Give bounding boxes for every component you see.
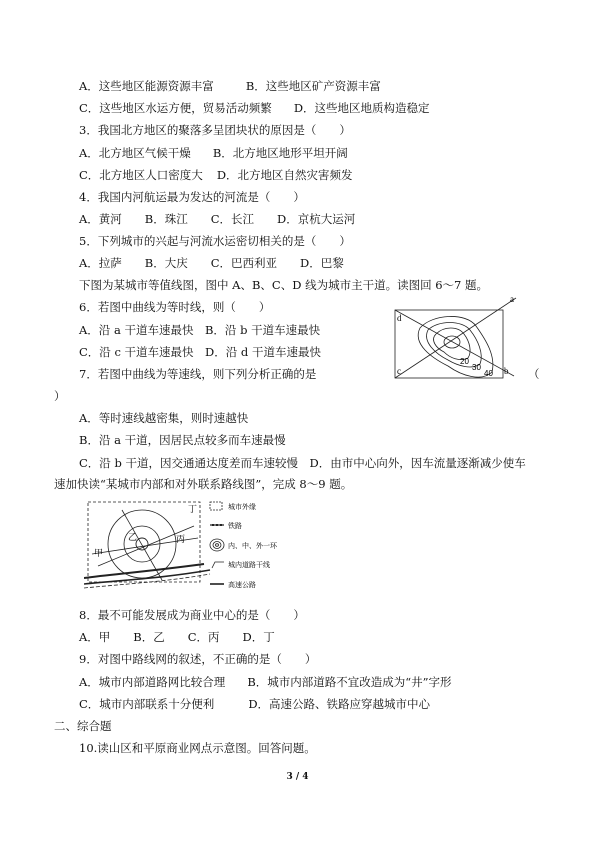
label-b: b <box>504 366 509 376</box>
label-c: c <box>397 366 401 376</box>
option-d: D．北方地区自然灾害频发 <box>216 168 353 182</box>
q3-stem: 3．我国北方地区的聚落多呈团块状的原因是（ ） <box>79 123 351 137</box>
q4-options: A．黄河 B．珠江 C．长江 D．京杭大运河 <box>79 212 356 226</box>
q7-option-a: A．等时速线越密集，则时速越快 <box>79 411 249 425</box>
place-yi: 乙 <box>128 533 138 543</box>
place-jia: 甲 <box>94 549 104 559</box>
q8-stem: 8．最不可能发展成为商业中心的是（ ） <box>79 608 305 622</box>
q5-stem: 5．下列城市的兴起与河流水运密切相关的是（ ） <box>79 234 351 248</box>
place-bing: 丙 <box>176 535 186 545</box>
option-c: C．这些地区水运方便，贸易活动频繁 <box>79 101 272 115</box>
option-d: D．高速公路、铁路应穿越城市中心 <box>248 697 431 711</box>
option-d: D．这些地区地质构造稳定 <box>293 101 430 115</box>
value-40: 40 <box>484 369 493 378</box>
legend-trunk-road: 城内道路干线 <box>228 561 270 569</box>
value-30: 30 <box>472 363 481 372</box>
q7-option-cd: C．沿 b 干道，因交通通达度差而车速较慢 D．由市中心向外，因车流量逐渐减少使车 <box>79 456 526 470</box>
section-heading-comprehensive: 二、综合题 <box>54 719 112 733</box>
option-b: B．北方地区地形平坦开阔 <box>212 146 348 160</box>
option-b: B．这些地区矿产资源丰富 <box>245 79 381 93</box>
q9-options-ab <box>79 675 452 689</box>
q7-paren-close: ） <box>54 389 66 403</box>
q7-option-b: B．沿 a 干道，因居民点较多而车速最慢 <box>79 433 286 447</box>
isoline-map-figure <box>392 296 520 382</box>
q10-stem: 10.读山区和平原商业网点示意图。回答问题。 <box>79 741 316 755</box>
q6-options-cd: C．沿 c 干道车速最快 D．沿 d 干道车速最快 <box>79 345 321 359</box>
legend-rings: 内、中、外一环 <box>228 542 277 550</box>
q3-options-cd <box>79 168 353 182</box>
option-c: C．北方地区人口密度大 <box>79 168 203 182</box>
legend-city-edge: 城市外缘 <box>228 503 256 511</box>
legend-railway: 铁路 <box>228 522 242 530</box>
option-c: C．城市内部联系十分便利 <box>79 697 215 711</box>
q2-options-cd <box>79 101 430 115</box>
q5-options: A．拉萨 B．大庆 C．巴西利亚 D．巴黎 <box>79 256 344 270</box>
q9-options-cd <box>79 697 430 711</box>
option-a: A．这些地区能源资源丰富 <box>79 79 214 93</box>
q6-stem: 6．若图中曲线为等时线，则（ ） <box>79 300 271 314</box>
option-a: A．北方地区气候干燥 <box>79 146 191 160</box>
q2-options-ab <box>79 79 381 93</box>
q9-stem: 9．对图中路线网的叙述，不正确的是（ ） <box>79 652 317 666</box>
label-a: a <box>510 296 514 304</box>
label-d: d <box>397 313 402 323</box>
page-number: 3 / 4 <box>286 772 309 782</box>
place-ding: 丁 <box>188 505 198 515</box>
q7-stem: 7．若图中曲线为等速线，则下列分析正确的是 <box>79 367 317 381</box>
q8-options: A．甲 B．乙 C．丙 D．丁 <box>79 630 275 644</box>
q6-options-ab: A．沿 a 干道车速最快 B．沿 b 干道车速最快 <box>79 323 321 337</box>
fig2-intro: 速加快读“某城市内部和对外联系路线图”，完成 8～9 题。 <box>54 477 353 491</box>
option-a: A．城市内部道路网比较合理 <box>79 675 226 689</box>
q4-stem: 4．我国内河航运最为发达的河流是（ ） <box>79 190 305 204</box>
city-route-map-figure <box>84 496 334 596</box>
q3-options-ab <box>79 146 348 160</box>
legend-expressway: 高速公路 <box>228 581 256 589</box>
legend <box>210 502 278 589</box>
fig1-intro: 下图为某城市等值线图，图中 A、B、C、D 线为城市主干道。读图回 6～7 题。 <box>79 278 489 292</box>
value-20: 20 <box>460 357 469 366</box>
option-b: B．城市内部道路不宜改造成为“井”字形 <box>247 675 452 689</box>
q7-paren-open: （ <box>528 367 540 381</box>
